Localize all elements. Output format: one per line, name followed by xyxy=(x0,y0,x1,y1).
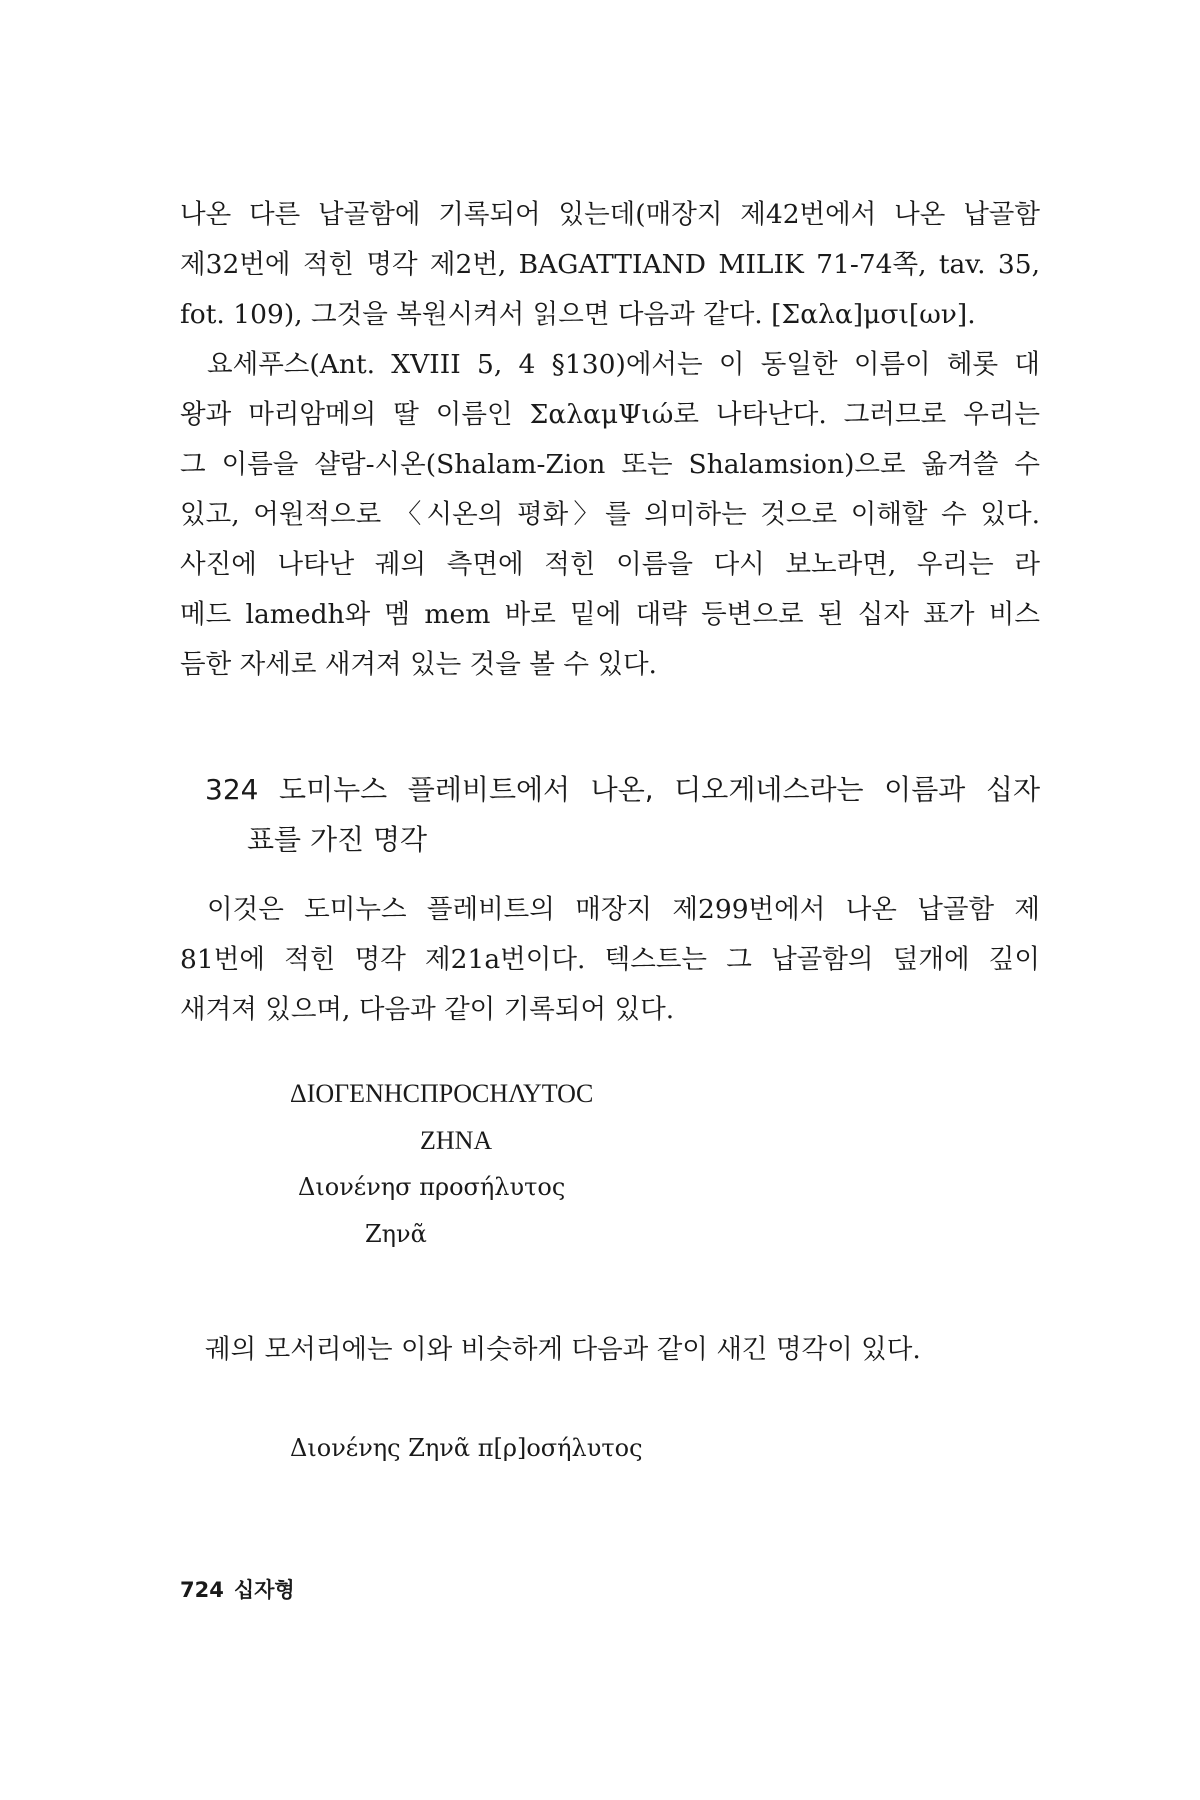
text-line: 81번에 적힌 명각 제21a번이다. 텍스트는 그 납골함의 덮개에 깊이 xyxy=(180,944,1040,975)
page-number: 724 xyxy=(180,1578,224,1602)
text-line: 이것은 도미누스 플레비트의 매장지 제299번에서 나온 납골함 제 xyxy=(207,894,1040,925)
text-line: 그 이름을 샬람-시온(Shalam-Zion 또는 Shalamsion)으로 옮겨쓸 수 xyxy=(180,449,1040,480)
text-line: 제32번에 적힌 명각 제2번, BAGATTIAND MILIK 71-74쪽, tav. 35, xyxy=(180,249,1040,280)
text-line: 나온 다른 납골함에 기록되어 있는데(매장지 제42번에서 나온 납골함 xyxy=(180,199,1040,230)
text-line: 듬한 자세로 새겨져 있는 것을 볼 수 있다. xyxy=(180,649,657,680)
paragraph-josephus xyxy=(180,340,1040,690)
inscription-uppercase: ZΗΝΑ xyxy=(420,1126,493,1155)
heading-line: 표를 가진 명각 xyxy=(247,823,428,856)
inscription-transcription: Ζηνᾶ xyxy=(365,1220,427,1248)
page-footer xyxy=(180,1574,305,1604)
text-line: 왕과 마리암메의 딸 이름인 ΣαλαμΨιώ로 나타난다. 그러므로 우리는 xyxy=(180,399,1040,430)
inscription-edge: Διονένης Ζηνᾶ π[ρ]οσήλυτος xyxy=(290,1434,643,1462)
paragraph-continued xyxy=(180,190,1040,340)
heading-line: 324 도미누스 플레비트에서 나온, 디오게네스라는 이름과 십자 xyxy=(205,773,1040,806)
section-heading xyxy=(205,765,1040,865)
text-line: 새겨져 있으며, 다음과 같이 기록되어 있다. xyxy=(180,994,675,1025)
inscription-uppercase: ΔΙΟΓΕΝΗCΠΡΟCΗΛΥΤΟC xyxy=(290,1079,594,1108)
paragraph-description xyxy=(180,885,1040,1035)
text-line: 있고, 어원적으로 〈시온의 평화〉를 의미하는 것으로 이해할 수 있다. xyxy=(180,499,1040,530)
paragraph-edge xyxy=(205,1325,1040,1375)
inscription-transcription: Διονένησ προσήλυτος xyxy=(298,1173,566,1201)
text-line: fot. 109), 그것을 복원시켜서 읽으면 다음과 같다. [Σαλα]μσι[ων]. xyxy=(180,299,976,330)
text-line: 사진에 나타난 궤의 측면에 적힌 이름을 다시 보노라면, 우리는 라 xyxy=(180,549,1040,580)
text-line: 궤의 모서리에는 이와 비슷하게 다음과 같이 새긴 명각이 있다. xyxy=(205,1334,921,1365)
running-title: 십자형 xyxy=(233,1578,295,1602)
text-line: 메드 lamedh와 멤 mem 바로 밑에 대략 등변으로 된 십자 표가 비스 xyxy=(180,599,1040,630)
inscription-block xyxy=(290,1070,593,1258)
text-line: 요세푸스(Ant. XVIII 5, 4 §130)에서는 이 동일한 이름이 헤롯 대 xyxy=(207,349,1040,380)
